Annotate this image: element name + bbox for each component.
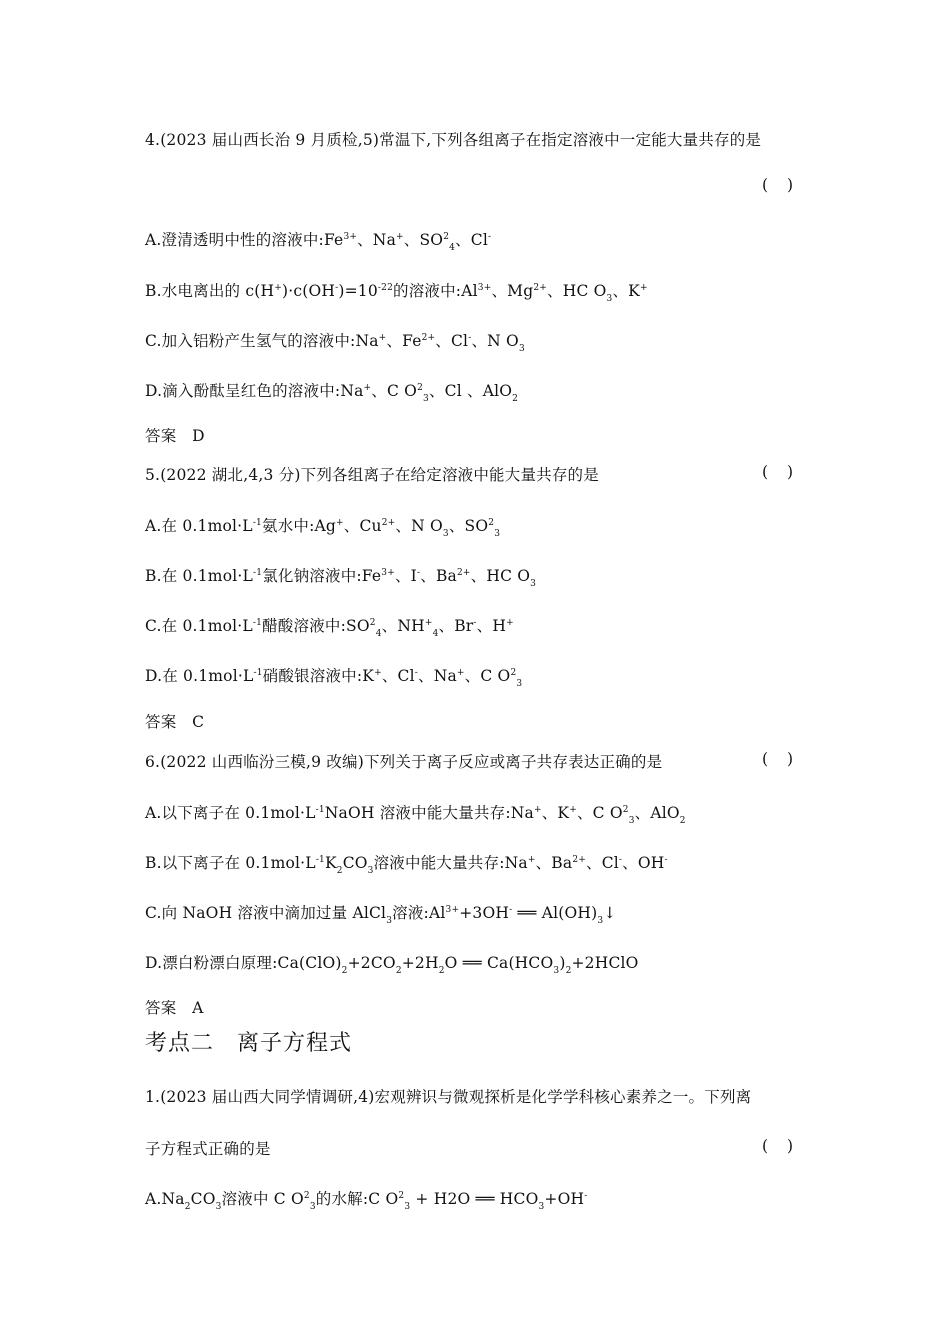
q4-option-a: A.澄清透明中性的溶液中$:Fe^{3+}$、Na+、$SO^2_4$、Cl-: [145, 231, 492, 253]
q1-option-a: $A.Na_2CO_3$溶液中 C $O^2_3$的水解:C $O^2_3 + H2O$ ══ $HCO_3+OH^-$: [145, 1190, 588, 1212]
q4-answer: 答案 D: [145, 427, 205, 445]
q5-option-d: D.在 $0.1mol\cdot L^{-1}$硝酸银溶液中:K+、Cl-、Na+、C $O^2_3$: [145, 667, 523, 689]
q5-option-c: C.在 $0.1mol\cdot L^{-1}$醋酸溶液中$:SO^2_4$、$NH^+_4$、Br-、H+: [145, 617, 514, 639]
q6-option-a: A.以下离子在 $0.1mol\cdot L^{-1}NaOH$ 溶液中能大量共存:Na+、K+、C $O^2_3$、AlO$_2$: [145, 804, 686, 826]
q5-answer: 答案 C: [145, 713, 205, 731]
q1-stem-line1: 1.(2023 届山西大同学情调研,4)宏观辨识与微观探析是化学学科核心素养之一。下列离: [145, 1088, 752, 1106]
q4-stem: 4.(2023 届山西长治 9 月质检,5)常温下,下列各组离子在指定溶液中一定能大量共存的是: [145, 131, 762, 149]
q6-option-d: D.漂白粉漂白原理$:Ca(ClO)_2+2CO_2+2H_2O$ ══ $Ca(HCO_3)_2+2HClO$: [145, 954, 639, 976]
q5-stem: 5.(2022 湖北,4,3 分)下列各组离子在给定溶液中能大量共存的是: [145, 466, 599, 484]
q6-option-c: C.向 NaOH 溶液中滴加过量 AlCl$_3$溶液$:Al^{3+}+3OH^-$ ══ $Al(OH)_3↓$: [145, 904, 617, 926]
q1-stem-line2: 子方程式正确的是: [145, 1140, 271, 1158]
q1-answer-paren: ( ): [762, 1137, 794, 1155]
q5-answer-paren: ( ): [762, 463, 794, 481]
q5-option-a: A.在 $0.1mol\cdot L^{-1}$氨水中:Ag+、$Cu^{2+}$、N $O_3$、$SO^2_3$: [145, 517, 501, 539]
q4-option-d: D.滴入酚酞呈红色的溶液中:Na+、C $O^2_3$、Cl 、AlO$_2$: [145, 382, 519, 404]
q6-answer: 答案 A: [145, 999, 204, 1017]
q6-stem: 6.(2022 山西临汾三模,9 改编)下列关于离子反应或离子共存表达正确的是: [145, 753, 663, 771]
q4-option-c: C.加入铝粉产生氢气的溶液中:Na+、$Fe^{2+}$、Cl-、N $O_3$: [145, 332, 525, 354]
q6-answer-paren: ( ): [762, 750, 794, 768]
q6-option-b: B.以下离子在 $0.1mol\cdot L^{-1}K_2CO_3$溶液中能大量共存:Na+、$Ba^{2+}$、Cl-、OH-: [145, 854, 668, 876]
q4-option-b: B.水电离出的 $c(H^+)\cdot c(OH^-)=10^{-22}$的溶液中$:Al^{3+}$、$Mg^{2+}$、HC $O_3$、K+: [145, 282, 648, 304]
section-heading: 考点二 离子方程式: [145, 1031, 353, 1056]
q4-answer-paren: ( ): [762, 176, 794, 194]
q5-option-b: B.在 $0.1mol\cdot L^{-1}$氯化钠溶液中$:Fe^{3+}$、I-、$Ba^{2+}$、HC $O_3$: [145, 567, 537, 589]
